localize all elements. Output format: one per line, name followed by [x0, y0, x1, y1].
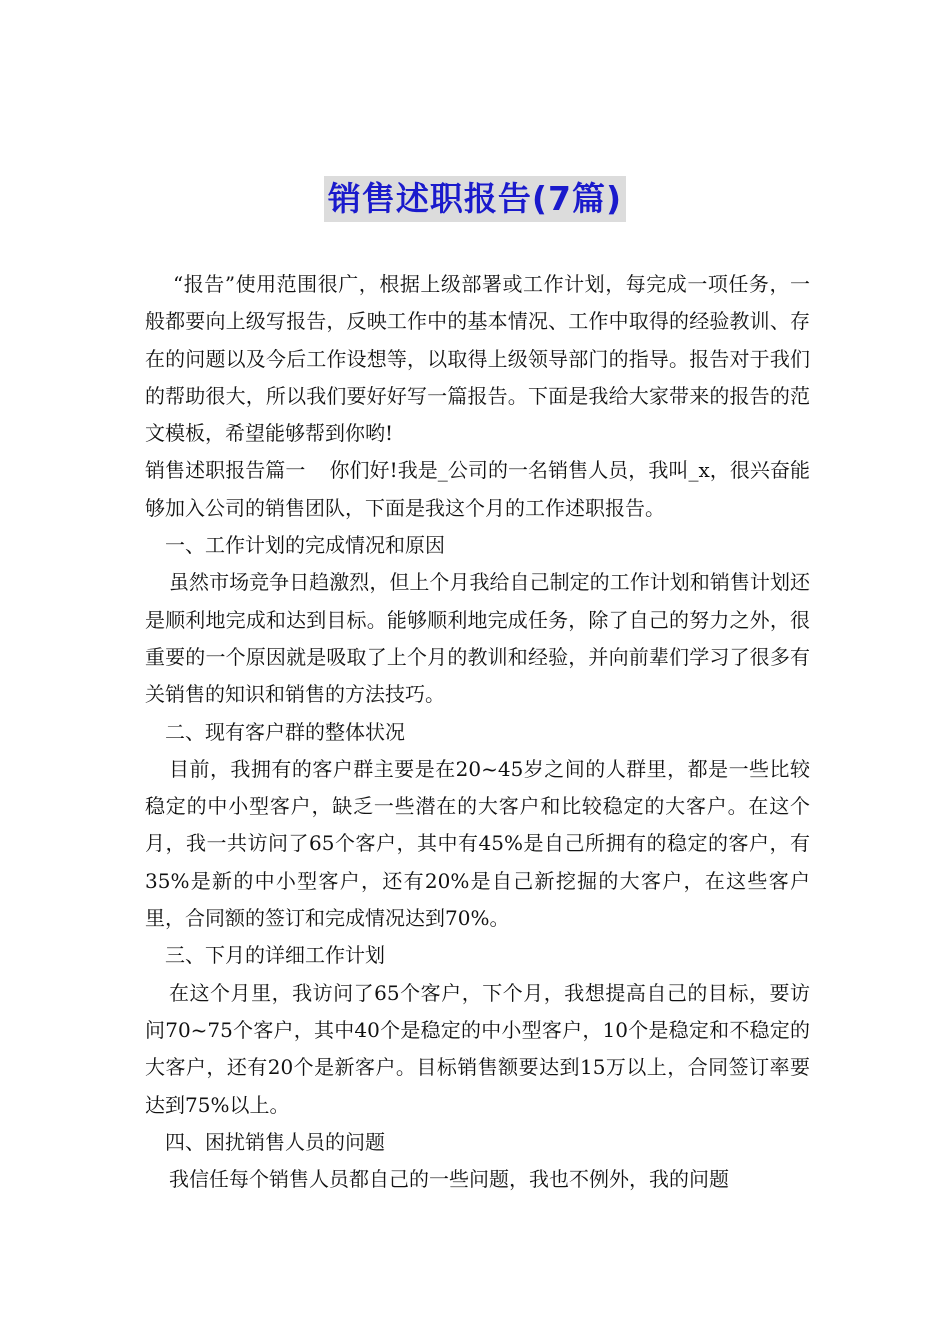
- section4-heading: 四、困扰销售人员的问题: [165, 1129, 385, 1154]
- article-label: 销售述职报告篇一: [145, 458, 306, 483]
- title-container: [0, 176, 950, 222]
- document-title: 销售述职报告(7篇): [324, 176, 626, 222]
- section2-paragraph: 目前，我拥有的客户群主要是在20~45岁之间的人群里，都是一些比较稳定的中小型客户，缺乏一些潜在的大客户和比较稳定的大客户。在这个月，我一共访问了65个客户，其中有45%是自己所拥有的稳定的客户，有35%是新的中小型客户，还有20%是自己新挖掘的大客户，在这些客户里，合同额的签订和完成情况达到70%。: [145, 756, 810, 931]
- intro-paragraph: “报告”使用范围很广，根据上级部署或工作计划，每完成一项任务，一般都要向上级写报告，反映工作中的基本情况、工作中取得的经验教训、存在的问题以及今后工作设想等，以取得上级领导部门的指导。报告对于我们的帮助很大，所以我们要好好写一篇报告。下面是我给大家带来的报告的范文模板，希望能够帮到你哟!: [145, 272, 810, 446]
- greeting-text: 你们好!我是_公司的一名销售人员，我叫_x，很兴奋能够加入公司的销售团队，下面是我这个月的工作述职报告。: [145, 458, 810, 520]
- article-start-paragraph: [145, 452, 810, 527]
- document-body: [145, 266, 810, 1198]
- section4-paragraph: 我信任每个销售人员都自己的一些问题，我也不例外，我的问题: [169, 1167, 729, 1192]
- section2-heading: 二、现有客户群的整体状况: [165, 719, 405, 744]
- section1-heading: 一、工作计划的完成情况和原因: [165, 533, 445, 558]
- section3-heading: 三、下月的详细工作计划: [165, 943, 385, 968]
- section1-paragraph: 虽然市场竞争日趋激烈，但上个月我给自己制定的工作计划和销售计划还是顺利地完成和达到目标。能够顺利地完成任务，除了自己的努力之外，很重要的一个原因就是吸取了上个月的教训和经验，并向前辈们学习了很多有关销售的知识和销售的方法技巧。: [145, 570, 810, 707]
- section3-paragraph: 在这个月里，我访问了65个客户，下个月，我想提高自己的目标，要访问70~75个客户，其中40个是稳定的中小型客户，10个是稳定和不稳定的大客户，还有20个是新客户。目标销售额要达到15万以上，合同签订率要达到75%以上。: [145, 980, 810, 1117]
